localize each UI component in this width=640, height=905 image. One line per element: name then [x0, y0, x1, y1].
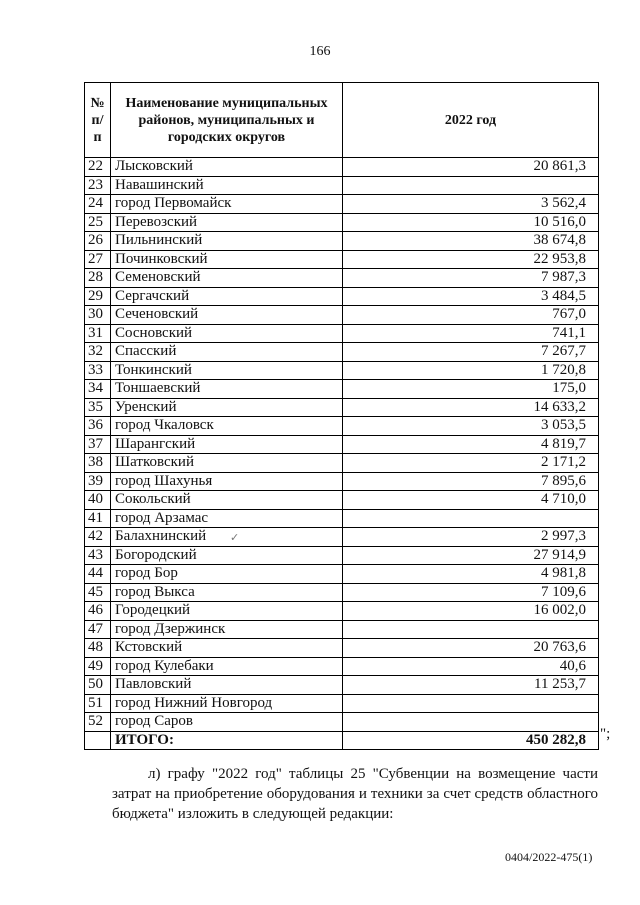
row-value	[343, 620, 599, 639]
row-name: город Шахунья	[111, 472, 343, 491]
row-name: Кстовский	[111, 639, 343, 658]
row-number: 35	[85, 398, 111, 417]
row-value: 2 171,2	[343, 454, 599, 473]
table-row	[85, 232, 599, 251]
row-number: 39	[85, 472, 111, 491]
row-name: город Выкса	[111, 583, 343, 602]
table-row	[85, 694, 599, 713]
table-row	[85, 528, 599, 547]
table-row	[85, 343, 599, 362]
table-row	[85, 454, 599, 473]
row-name: город Дзержинск	[111, 620, 343, 639]
row-value: 4 710,0	[343, 491, 599, 510]
table-row	[85, 213, 599, 232]
row-value: 1 720,8	[343, 361, 599, 380]
row-name: Шатковский	[111, 454, 343, 473]
table-row	[85, 509, 599, 528]
table-row	[85, 195, 599, 214]
row-name: город Бор	[111, 565, 343, 584]
table-row	[85, 417, 599, 436]
row-value: 7 267,7	[343, 343, 599, 362]
row-name: Шарангский	[111, 435, 343, 454]
row-number: 32	[85, 343, 111, 362]
table-row	[85, 583, 599, 602]
amendment-text: л) графу "2022 год" таблицы 25 "Субвенции на возмещение части затрат на приобретение оборудования и техники за счет средств областного бюджета" изложить в следующей редакции:	[112, 766, 598, 822]
row-name: Починковский	[111, 250, 343, 269]
row-number: 40	[85, 491, 111, 510]
row-number: 34	[85, 380, 111, 399]
row-value: 2 997,3	[343, 528, 599, 547]
total-label: ИТОГО:	[111, 731, 343, 750]
row-number: 23	[85, 176, 111, 195]
table-row	[85, 713, 599, 732]
total-num-cell	[85, 731, 111, 750]
table-row	[85, 250, 599, 269]
row-value: 20 763,6	[343, 639, 599, 658]
table-row	[85, 565, 599, 584]
row-number: 37	[85, 435, 111, 454]
row-name: город Арзамас	[111, 509, 343, 528]
row-value	[343, 713, 599, 732]
row-value	[343, 694, 599, 713]
row-number: 25	[85, 213, 111, 232]
header-name: Наименование муниципальных районов, муниципальных и городских округов	[111, 83, 343, 158]
row-number: 46	[85, 602, 111, 621]
header-num: № п/п	[85, 83, 111, 158]
row-name: Богородский	[111, 546, 343, 565]
row-value: 38 674,8	[343, 232, 599, 251]
table-row	[85, 361, 599, 380]
row-number: 24	[85, 195, 111, 214]
row-name: Сосновский	[111, 324, 343, 343]
row-name: Уренский	[111, 398, 343, 417]
row-number: 50	[85, 676, 111, 695]
row-value: 3 053,5	[343, 417, 599, 436]
row-name: Сокольский	[111, 491, 343, 510]
row-value: 27 914,9	[343, 546, 599, 565]
row-name: Навашинский	[111, 176, 343, 195]
row-name: город Саров	[111, 713, 343, 732]
table-row	[85, 324, 599, 343]
row-name: Сергачский	[111, 287, 343, 306]
row-name: город Кулебаки	[111, 657, 343, 676]
document-id: 0404/2022-475(1)	[505, 850, 593, 864]
row-number: 43	[85, 546, 111, 565]
quote-close: ";	[600, 726, 611, 742]
row-value: 10 516,0	[343, 213, 599, 232]
row-name: Спасский	[111, 343, 343, 362]
row-name: Тоншаевский	[111, 380, 343, 399]
row-number: 49	[85, 657, 111, 676]
row-value: 7 109,6	[343, 583, 599, 602]
table-row	[85, 546, 599, 565]
row-name: Тонкинский	[111, 361, 343, 380]
row-value: 4 819,7	[343, 435, 599, 454]
row-number: 44	[85, 565, 111, 584]
table-row	[85, 472, 599, 491]
row-name: Пильнинский	[111, 232, 343, 251]
row-number: 36	[85, 417, 111, 436]
amendment-paragraph	[112, 764, 598, 824]
row-number: 38	[85, 454, 111, 473]
header-year: 2022 год	[343, 83, 599, 158]
row-value: 7 987,3	[343, 269, 599, 288]
row-number: 29	[85, 287, 111, 306]
row-value: 3 484,5	[343, 287, 599, 306]
subsidy-table	[84, 82, 599, 750]
table-row	[85, 287, 599, 306]
row-name: город Нижний Новгород	[111, 694, 343, 713]
row-number: 30	[85, 306, 111, 325]
table-row	[85, 620, 599, 639]
table-row	[85, 657, 599, 676]
row-name: Балахнинский	[111, 528, 343, 547]
row-number: 47	[85, 620, 111, 639]
table-row	[85, 176, 599, 195]
row-value	[343, 176, 599, 195]
row-number: 28	[85, 269, 111, 288]
row-value: 20 861,3	[343, 158, 599, 177]
table-row	[85, 602, 599, 621]
row-name: Семеновский	[111, 269, 343, 288]
table-header-row	[85, 83, 599, 158]
row-number: 42	[85, 528, 111, 547]
row-value: 741,1	[343, 324, 599, 343]
row-name: Перевозский	[111, 213, 343, 232]
row-name: город Первомайск	[111, 195, 343, 214]
row-value: 11 253,7	[343, 676, 599, 695]
row-number: 22	[85, 158, 111, 177]
row-name: Городецкий	[111, 602, 343, 621]
row-number: 48	[85, 639, 111, 658]
table-row	[85, 269, 599, 288]
row-value: 4 981,8	[343, 565, 599, 584]
table-row	[85, 306, 599, 325]
row-name: Павловский	[111, 676, 343, 695]
pen-mark: ✓	[230, 532, 240, 544]
row-number: 27	[85, 250, 111, 269]
row-number: 51	[85, 694, 111, 713]
page-number: 166	[309, 44, 331, 59]
row-value: 3 562,4	[343, 195, 599, 214]
table-row	[85, 380, 599, 399]
row-value	[343, 509, 599, 528]
row-number: 41	[85, 509, 111, 528]
row-number: 45	[85, 583, 111, 602]
row-value: 7 895,6	[343, 472, 599, 491]
row-number: 33	[85, 361, 111, 380]
table-row	[85, 398, 599, 417]
row-value: 175,0	[343, 380, 599, 399]
row-value: 767,0	[343, 306, 599, 325]
row-name: город Чкаловск	[111, 417, 343, 436]
row-name: Сеченовский	[111, 306, 343, 325]
total-value: 450 282,8	[343, 731, 599, 750]
table-row	[85, 491, 599, 510]
row-value: 40,6	[343, 657, 599, 676]
row-number: 52	[85, 713, 111, 732]
table-row	[85, 435, 599, 454]
row-value: 22 953,8	[343, 250, 599, 269]
table-row	[85, 676, 599, 695]
row-value: 14 633,2	[343, 398, 599, 417]
total-row	[85, 731, 599, 750]
row-number: 31	[85, 324, 111, 343]
table-row	[85, 158, 599, 177]
row-name: Лысковский	[111, 158, 343, 177]
row-number: 26	[85, 232, 111, 251]
table-row	[85, 639, 599, 658]
row-value: 16 002,0	[343, 602, 599, 621]
